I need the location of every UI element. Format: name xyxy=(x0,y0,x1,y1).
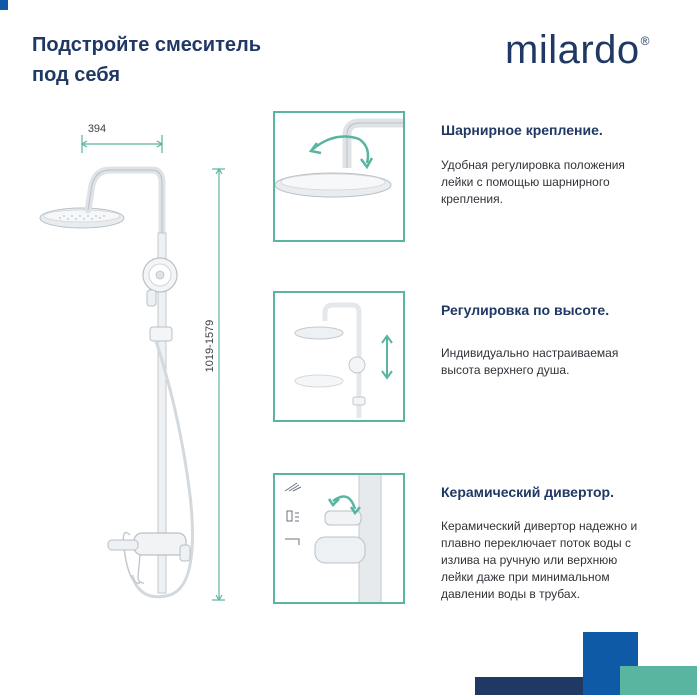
feature-text-swivel xyxy=(441,157,681,208)
page-title xyxy=(32,30,332,90)
feature-text-height-line: Индивидуально настраиваемая xyxy=(441,346,619,360)
feature-image-height xyxy=(273,291,405,422)
decor-block-teal xyxy=(620,666,697,695)
feature-text-height-line: высота верхнего душа. xyxy=(441,363,570,377)
width-dimension-label: 394 xyxy=(87,123,107,135)
feature-title-diverter: Керамический дивертор. xyxy=(437,482,618,502)
width-dimension-line xyxy=(82,135,162,153)
feature-text-diverter-line: Керамический дивертор надежно и xyxy=(441,519,638,533)
brand-logo xyxy=(505,28,649,73)
feature-image-diverter xyxy=(273,473,405,604)
swivel-joint-icon xyxy=(275,113,403,240)
feature-text-swivel-line: крепления. xyxy=(441,192,503,206)
feature-text-swivel-line: лейки с помощью шарнирного xyxy=(441,175,610,189)
page-title-line-1: Подстройте смеситель xyxy=(32,34,261,56)
brand-logo-text: milardo xyxy=(505,28,640,72)
height-adjust-icon xyxy=(275,293,403,420)
feature-text-diverter-line: лейки даже при минимальном xyxy=(441,570,610,584)
registered-mark: ® xyxy=(640,34,650,48)
diverter-icon xyxy=(275,475,403,602)
page-title-line-2: под себя xyxy=(32,64,121,86)
feature-text-swivel-line: Удобная регулировка положения xyxy=(441,158,625,172)
feature-text-diverter xyxy=(441,518,691,603)
mixer-body xyxy=(108,533,190,584)
feature-title-swivel: Шарнирное крепление. xyxy=(437,120,607,140)
feature-text-diverter-line: излива на ручную или верхнюю xyxy=(441,553,618,567)
feature-image-swivel xyxy=(273,111,405,242)
slide-holder xyxy=(150,327,172,341)
height-dimension-label: 1019-1579 xyxy=(204,319,216,373)
shower-system-illustration xyxy=(30,115,250,615)
flow-symbol-icons xyxy=(285,483,301,545)
corner-accent xyxy=(0,0,8,10)
feature-text-diverter-line: плавно переключает поток воды с xyxy=(441,536,631,550)
rain-shower-head xyxy=(40,208,124,228)
feature-text-diverter-line: давлении воды в трубах. xyxy=(441,587,580,601)
feature-text-height xyxy=(441,345,681,379)
feature-title-height: Регулировка по высоте. xyxy=(437,300,613,320)
